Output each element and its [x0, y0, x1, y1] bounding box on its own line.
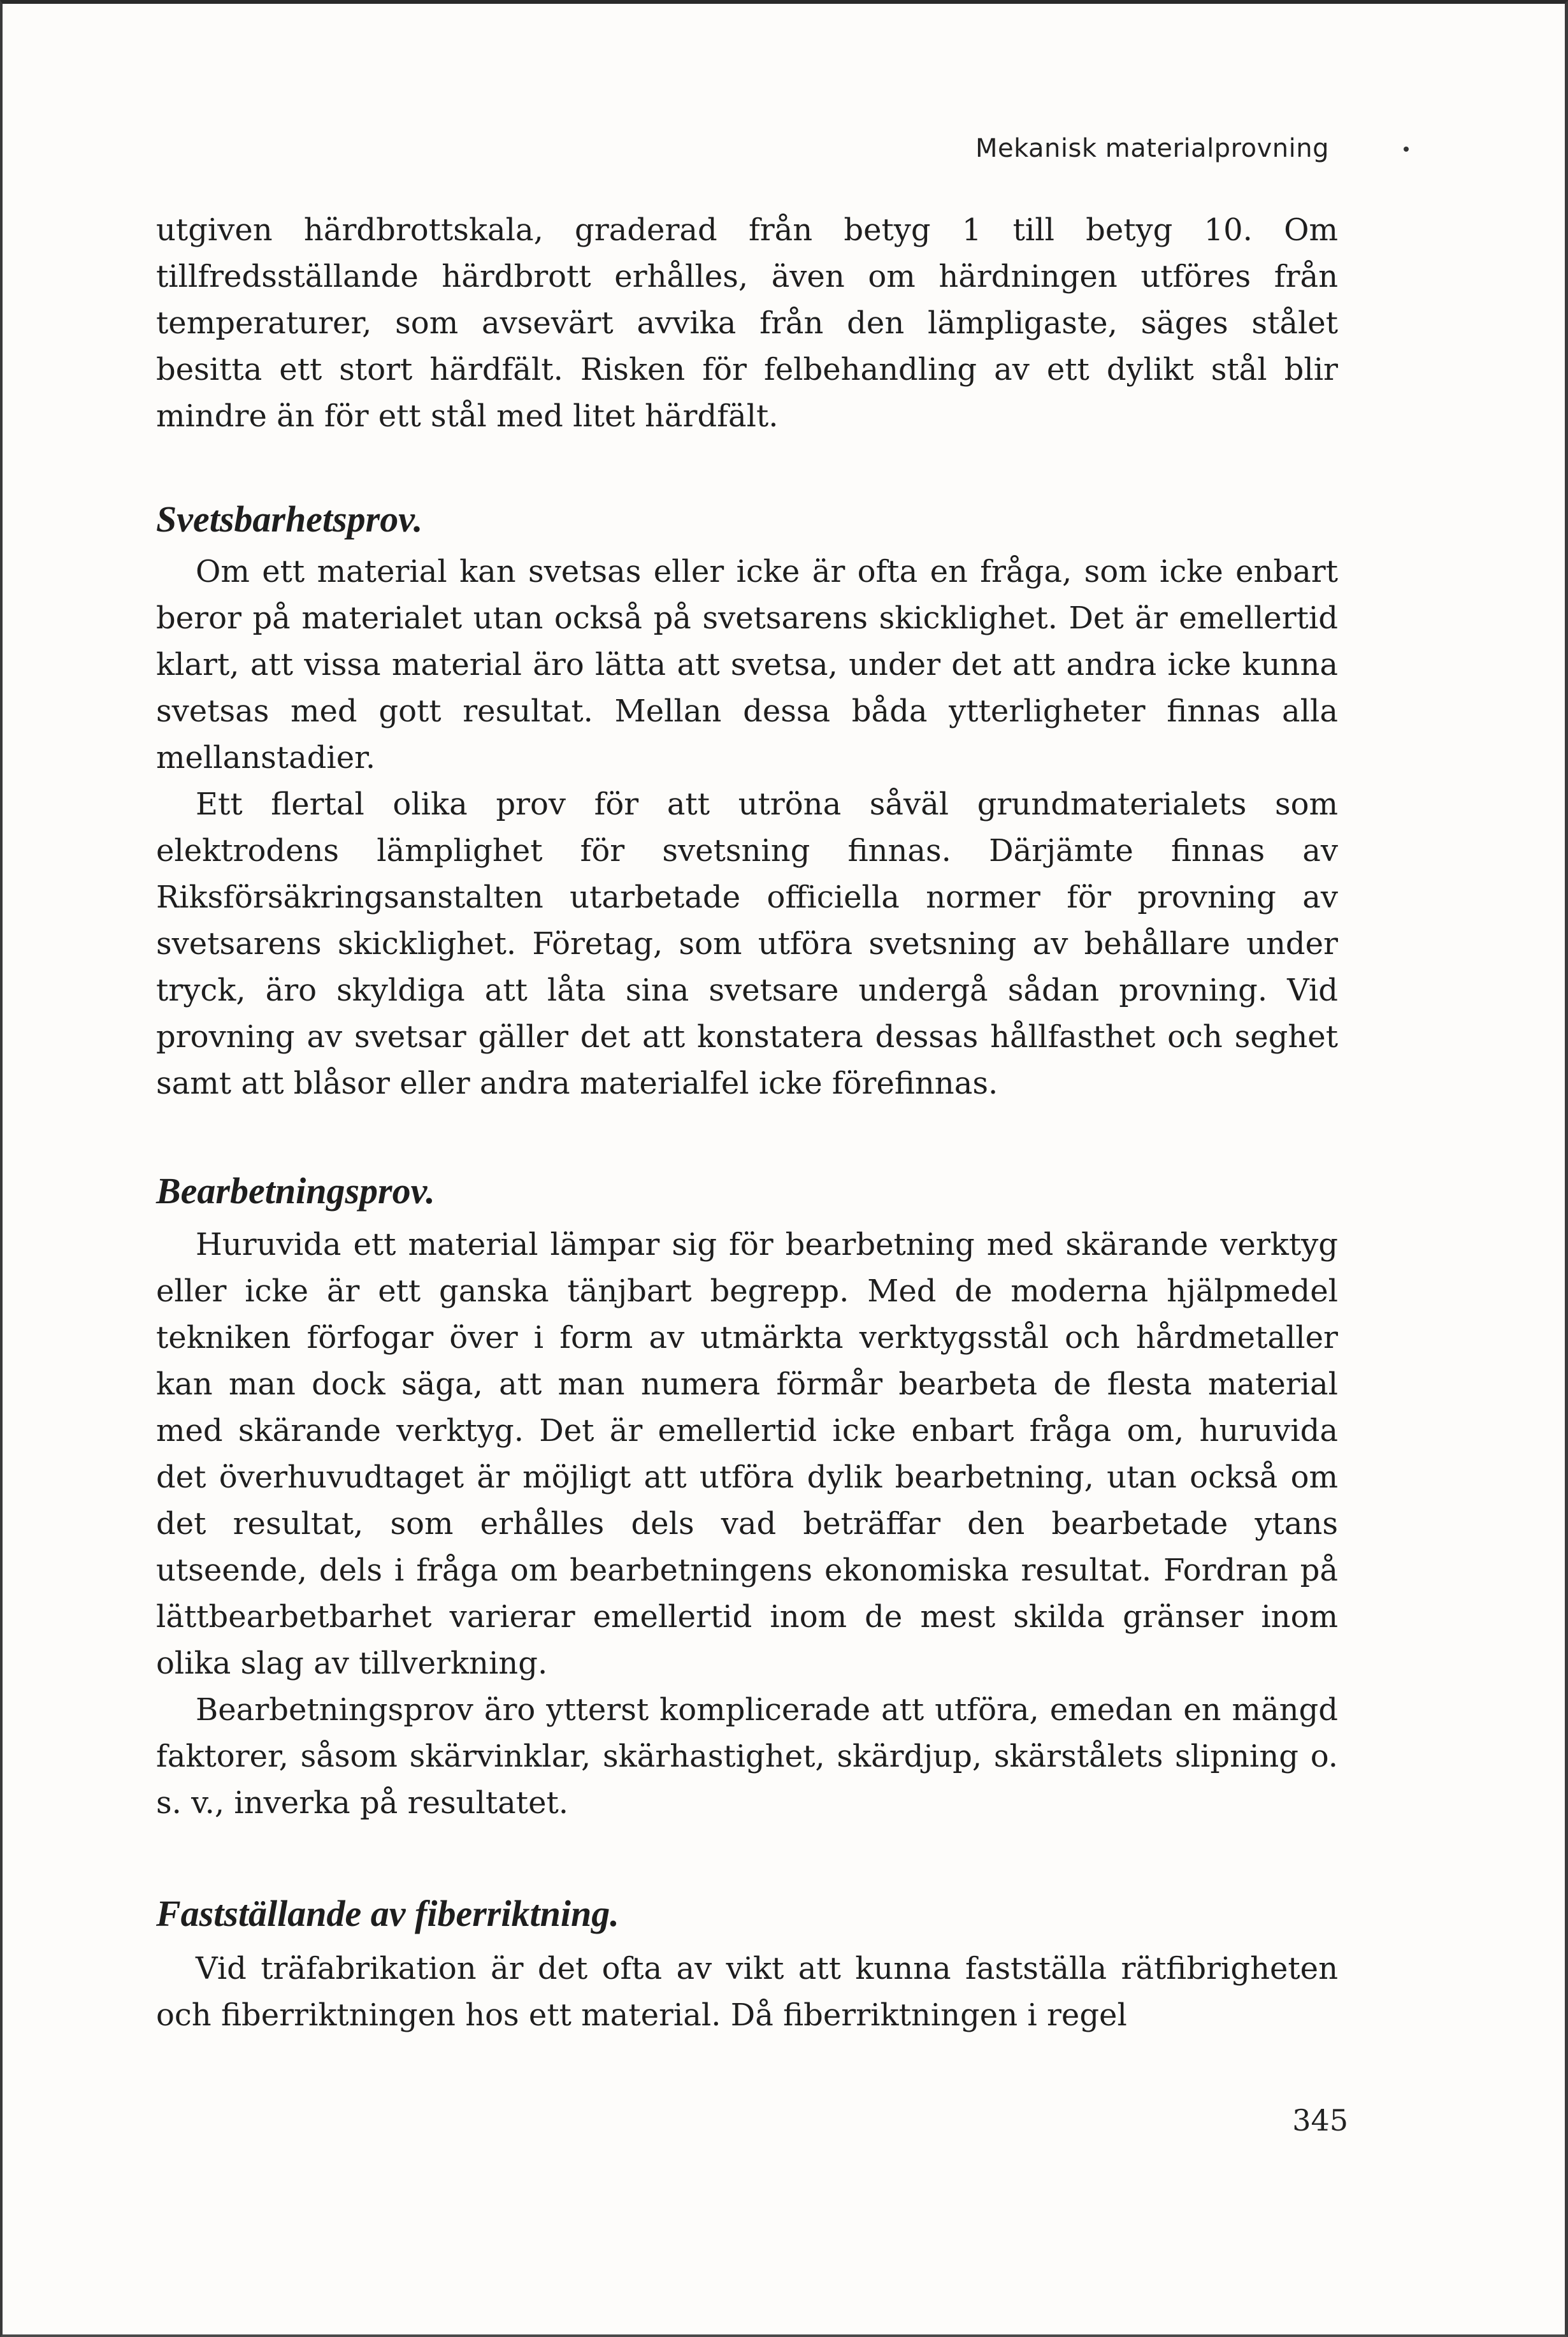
body-paragraph: Vid träfabrikation är det ofta av vikt att kunna fastställa rätfibrigheten och fiberriktningen hos ett material. Då fiberriktningen i regel	[156, 1951, 1338, 2033]
running-header: Mekanisk materialprovning	[975, 134, 1329, 163]
page-body	[156, 207, 1338, 2039]
body-paragraph: Huruvida ett material lämpar sig för bearbetning med skärande verktyg eller icke är ett ganska tänjbart begrepp. Med de moderna hjälpmedel tekniken förfogar över i form av utmärkta verktygsstål och hårdmetaller kan man dock säga, att man numera förmår bearbeta de flesta material med skärande verktyg. Det är emellertid icke enbart fråga om, huruvida det överhuvudtaget är möjligt att utföra dylik bearbetning, utan också om det resultat, som erhålles dels vad beträffar den bearbetade ytans utseende, dels i fråga om bearbetningens ekonomiska resultat. Fordran på lättbearbetbarhet varierar emellertid inom de mest skilda gränser inom olika slag av tillverkning.	[156, 1227, 1338, 1681]
page-number: 345	[1292, 2103, 1348, 2138]
body-paragraph: Ett flertal olika prov för att utröna såväl grundmaterialets som elektrodens lämplighet för svetsning finnas. Därjämte finnas av Riksförsäkringsanstalten utarbetade officiella normer för provning av svetsarens skicklighet. Företag, som utföra svetsning av behållare under tryck, äro skyldiga att låta sina svetsare undergå sådan provning. Vid provning av svetsar gäller det att konstatera dessas hållfasthet och seghet samt att blåsor eller andra materialfel icke förefinnas.	[156, 786, 1338, 1101]
section-heading-svetsbarhetsprov: Svetsbarhetsprov.	[156, 498, 423, 540]
print-speck	[1404, 147, 1409, 152]
body-paragraph-continued: utgiven härdbrottskala, graderad från betyg 1 till betyg 10. Om tillfredsställande härdbrott erhålles, även om härdningen utföres från temperaturer, som avsevärt avvika från den lämpligaste, säges stålet besitta ett stort härdfält. Risken för felbehandling av ett dylikt stål blir mindre än för ett stål med litet härdfält.	[156, 212, 1338, 434]
section-heading-bearbetningsprov: Bearbetningsprov.	[156, 1170, 435, 1212]
body-paragraph: Om ett material kan svetsas eller icke är ofta en fråga, som icke enbart beror på materialet utan också på svetsarens skicklighet. Det är emellertid klart, att vissa material äro lätta att svetsa, under det att andra icke kunna svetsas med gott resultat. Mellan dessa båda ytterligheter finnas alla mellanstadier.	[156, 554, 1338, 776]
section-heading-fiberriktning: Fastställande av fiberriktning.	[156, 1893, 619, 1934]
body-paragraph: Bearbetningsprov äro ytterst komplicerade att utföra, emedan en mängd faktorer, såsom skärvinklar, skärhastighet, skärdjup, skärstålets slipning o. s. v., inverka på resultatet.	[156, 1692, 1338, 1821]
